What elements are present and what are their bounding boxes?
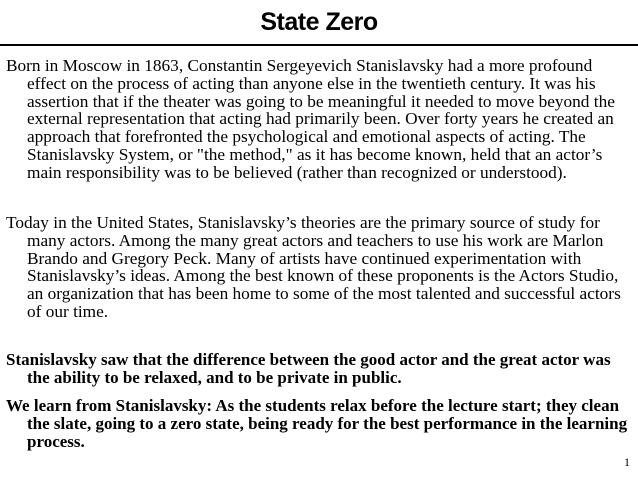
paragraph-zero-state-lesson: We learn from Stanislavsky: As the students relax before the lecture start; they clean the slate, going to a zero state, being ready for the best performance in the learning process. bbox=[6, 396, 628, 451]
paragraph-stanislavsky-biography: Born in Moscow in 1863, Constantin Sergeyevich Stanislavsky had a more profound effect on the process of acting than anyone else in the twentieth century. It was his assertion that if the theater was going to be meaningful it needed to move beyond the external representation that acting had primarily been. Over forty years he created an approach that forefronted the psychological and emotional aspects of acting. The Stanislavsky System, or "the method," as it has become known, held that an actor’s main responsibility was to be believed (rather than recognized or understood). bbox=[6, 56, 615, 182]
paragraph-united-states-influence: Today in the United States, Stanislavsky’s theories are the primary source of study for many actors. Among the many great actors and teachers to use his work are Marlon Brando and Gregory Peck. Many of artists have continued experimentation with Stanislavsky’s ideas. Among the best known of these proponents is the Actors Studio, an organization that has been home to some of the most talented and successful actors of our time. bbox=[6, 213, 621, 321]
paragraph-relaxation-insight: Stanislavsky saw that the difference between the good actor and the great actor was the ability to be relaxed, and to be private in public. bbox=[6, 350, 611, 387]
slide-title: State Zero bbox=[260, 8, 378, 36]
title-divider bbox=[0, 44, 638, 46]
page-number: 1 bbox=[624, 455, 630, 469]
